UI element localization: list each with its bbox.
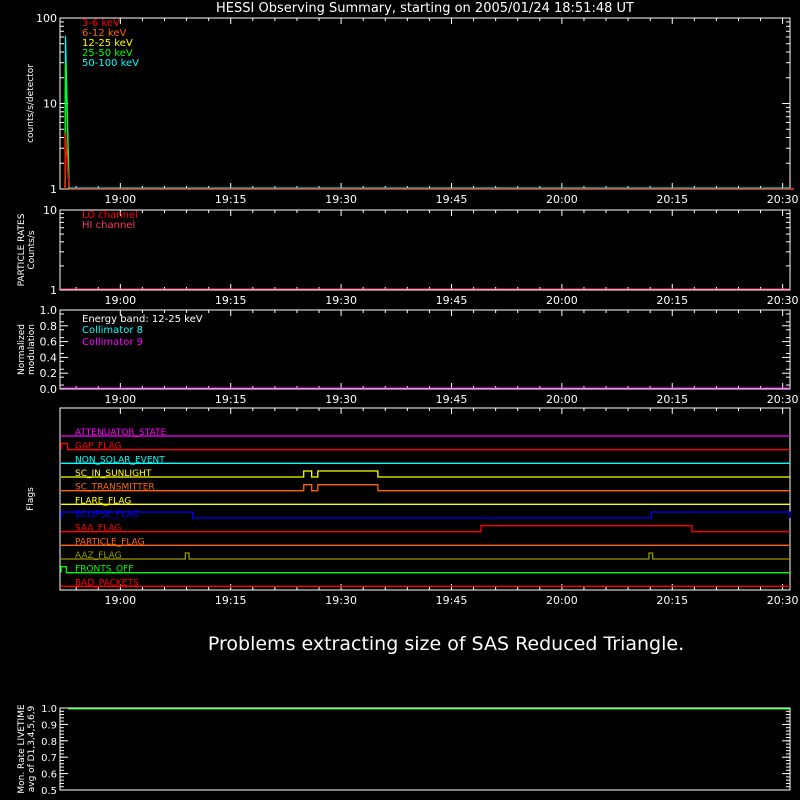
count-rates-xtick-label: 20:00 xyxy=(546,193,578,206)
modulation-xtick-label: 19:15 xyxy=(214,393,247,406)
flags-xtick-label: 19:30 xyxy=(325,594,357,607)
livetime-ytick-label: 0.7 xyxy=(41,753,57,765)
modulation-xtick-label: 20:00 xyxy=(546,393,578,406)
modulation-ylabel: Normalized xyxy=(17,323,27,376)
flag-label: PARTICLE_FLAG xyxy=(75,537,145,548)
modulation-legend-entry: Collimator 8 xyxy=(82,325,143,336)
modulation-ylabel2: modulation xyxy=(27,324,37,375)
flag-label: GAP_FLAG xyxy=(75,441,122,452)
flag-label: NON_SOLAR_EVENT xyxy=(75,455,165,466)
sas-status-message: Problems extracting size of SAS Reduced Triangle. xyxy=(207,633,685,655)
modulation-ytick-label: 0.0 xyxy=(39,383,57,396)
count-rates-xtick-label: 19:30 xyxy=(325,193,357,206)
count-rates-legend-entry: 25-50 keV xyxy=(82,48,133,59)
modulation-xtick-label: 20:15 xyxy=(656,393,689,406)
flags-xtick-label: 20:15 xyxy=(656,594,689,607)
flag-label: ATTENUATOR_STATE xyxy=(75,428,167,438)
count-rates-ytick-label: 1 xyxy=(50,183,57,196)
flag-label: SC_TRANSMITTER xyxy=(75,482,155,493)
flags-xtick-label: 19:15 xyxy=(214,594,247,607)
count-rates-legend-entry: 50-100 keV xyxy=(82,58,140,69)
modulation-xtick-label: 19:30 xyxy=(325,393,357,406)
flags-ylabel: Flags xyxy=(26,487,36,511)
flags-xtick-label: 20:30 xyxy=(766,594,799,607)
count-rates-ytick-label: 100 xyxy=(36,12,57,25)
livetime-ytick-label: 0.5 xyxy=(41,786,57,797)
count-rates-legend-entry: 12-25 keV xyxy=(82,38,133,49)
count-rates-legend-entry: 3-6 keV xyxy=(82,18,120,29)
particle-rates-ytick-label: 10 xyxy=(43,204,57,217)
modulation-xtick-label: 19:00 xyxy=(104,393,137,406)
flag-label: SAA_FLAG xyxy=(75,523,122,534)
modulation-xtick-label: 19:45 xyxy=(435,393,468,406)
particle-rates-ytick-label: 1 xyxy=(50,284,57,297)
count-rates-xtick-label: 19:15 xyxy=(214,193,247,206)
flag-label: ECLIPSE_FLAG xyxy=(75,510,140,520)
livetime-ytick-label: 0.6 xyxy=(41,769,57,781)
modulation-ytick-label: 0.2 xyxy=(39,367,57,381)
particle-rates-xtick-label: 20:15 xyxy=(656,294,689,307)
livetime-ytick-label: 0.9 xyxy=(41,720,57,732)
modulation-xtick-label: 20:30 xyxy=(766,393,799,406)
count-rates-ylabel: counts/s/detector xyxy=(26,64,36,143)
figure-title: HESSI Observing Summary, starting on 2005/01/24 18:51:48 UT xyxy=(216,1,634,16)
count-rates-ytick-label: 10 xyxy=(43,97,57,111)
particle-rates-ylabel2: Counts/s xyxy=(27,230,37,270)
flags-xtick-label: 19:00 xyxy=(104,594,137,607)
flag-label: FRONTS_OFF xyxy=(75,564,134,575)
count-rates-xtick-label: 19:00 xyxy=(104,193,137,206)
particle-rates-xtick-label: 19:45 xyxy=(435,294,468,307)
livetime-ylabel: Mon. Rate LIVETIME xyxy=(17,704,27,794)
particle-rates-legend-entry: LO channel xyxy=(82,210,138,221)
livetime-ytick-label: 1.0 xyxy=(41,704,57,715)
flags-xtick-label: 20:00 xyxy=(546,594,578,607)
particle-rates-ylabel: PARTICLE RATES xyxy=(17,213,27,287)
flag-label: AAZ_FLAG xyxy=(75,551,122,561)
flag-label: SC_IN_SUNLIGHT xyxy=(75,469,152,479)
flag-label: BAD_PACKETS xyxy=(75,578,139,589)
modulation-legend-entry: Collimator 9 xyxy=(82,337,143,348)
particle-rates-xtick-label: 20:00 xyxy=(546,294,578,307)
livetime-ytick-label: 0.8 xyxy=(41,736,57,748)
modulation-ytick-label: 0.6 xyxy=(39,335,57,349)
particle-rates-xtick-label: 19:15 xyxy=(214,294,247,307)
flag-label: FLARE_FLAG xyxy=(75,496,132,507)
modulation-ytick-label: 0.8 xyxy=(39,319,57,333)
modulation-ytick-label: 1.0 xyxy=(39,304,57,317)
count-rates-legend-entry: 6-12 keV xyxy=(82,28,127,39)
count-rates-xtick-label: 19:45 xyxy=(435,193,468,206)
count-rates-xtick-label: 20:30 xyxy=(766,193,799,206)
particle-rates-xtick-label: 19:30 xyxy=(325,294,357,307)
livetime-ylabel2: avg of D1,3,4,5,6,9 xyxy=(27,705,37,793)
flags-xtick-label: 19:45 xyxy=(435,594,468,607)
particle-rates-xtick-label: 20:30 xyxy=(766,294,799,307)
particle-rates-xtick-label: 19:00 xyxy=(104,294,137,307)
count-rates-xtick-label: 20:15 xyxy=(656,193,689,206)
modulation-energy-note: Energy band: 12-25 keV xyxy=(82,314,203,325)
modulation-ytick-label: 0.4 xyxy=(39,351,57,365)
particle-rates-legend-entry: HI channel xyxy=(82,220,136,231)
